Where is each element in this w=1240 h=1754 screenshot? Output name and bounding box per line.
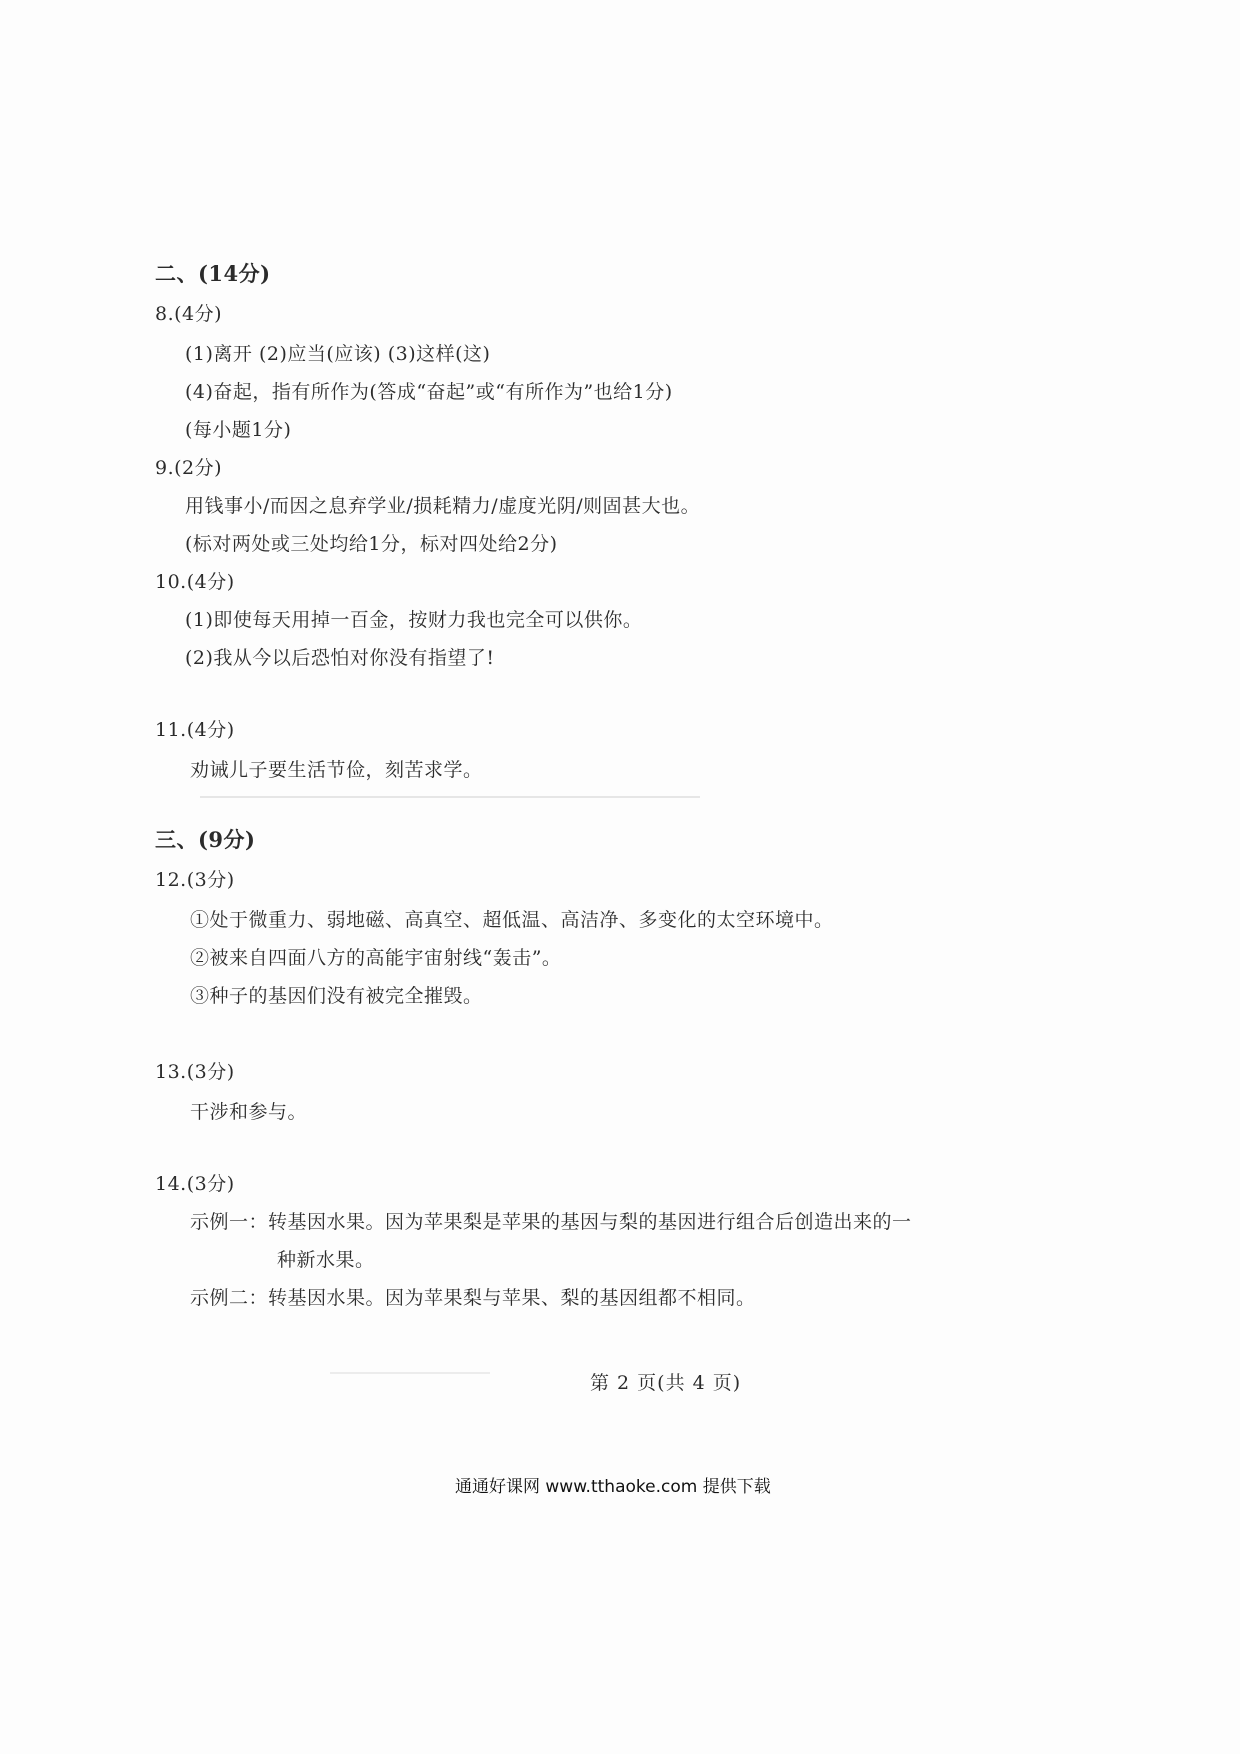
q12-answer-line-3: ③种子的基因们没有被完全摧毁。 <box>190 985 483 1007</box>
q13-answer: 干涉和参与。 <box>190 1101 308 1123</box>
download-watermark: 通通好课网 www.tthaoke.com 提供下载 <box>455 1477 771 1497</box>
section-2-title: 二、(14分) <box>155 261 271 286</box>
q9-answer: 用钱事小/而因之息弃学业/损耗精力/虚度光阴/则固甚大也。 <box>185 495 701 517</box>
q10-answer-line-2: (2)我从今以后恐怕对你没有指望了! <box>185 647 495 669</box>
q11-answer: 劝诫儿子要生活节俭，刻苦求学。 <box>190 759 483 781</box>
q8-label: 8.(4分) <box>155 303 223 325</box>
q14-example-2: 示例二：转基因水果。因为苹果梨与苹果、梨的基因组都不相同。 <box>190 1287 756 1309</box>
q8-answer-line-1: (1)离开 (2)应当(应该) (3)这样(这) <box>185 343 491 365</box>
q12-answer-line-2: ②被来自四面八方的高能宇宙射线“轰击”。 <box>190 947 562 969</box>
q8-scoring-note: (每小题1分) <box>185 419 292 441</box>
q10-label: 10.(4分) <box>155 571 235 593</box>
section-3-title: 三、(9分) <box>155 827 256 852</box>
scan-smudge <box>330 1372 490 1374</box>
q14-example-1-line-1: 示例一：转基因水果。因为苹果梨是苹果的基因与梨的基因进行组合后创造出来的一 <box>190 1211 912 1233</box>
q9-label: 9.(2分) <box>155 457 223 479</box>
q14-label: 14.(3分) <box>155 1173 235 1195</box>
scan-smudge <box>200 796 700 798</box>
q11-label: 11.(4分) <box>155 719 235 741</box>
q13-label: 13.(3分) <box>155 1061 235 1083</box>
q8-answer-line-2: (4)奋起，指有所作为(答成“奋起”或“有所作为”也给1分) <box>185 381 673 403</box>
q10-answer-line-1: (1)即使每天用掉一百金，按财力我也完全可以供你。 <box>185 609 643 631</box>
q14-example-1-line-2: 种新水果。 <box>277 1249 375 1271</box>
q9-scoring-note: (标对两处或三处均给1分，标对四处给2分) <box>185 533 558 555</box>
page-number: 第 2 页(共 4 页) <box>590 1372 742 1394</box>
q12-label: 12.(3分) <box>155 869 235 891</box>
q12-answer-line-1: ①处于微重力、弱地磁、高真空、超低温、高洁净、多变化的太空环境中。 <box>190 909 834 931</box>
